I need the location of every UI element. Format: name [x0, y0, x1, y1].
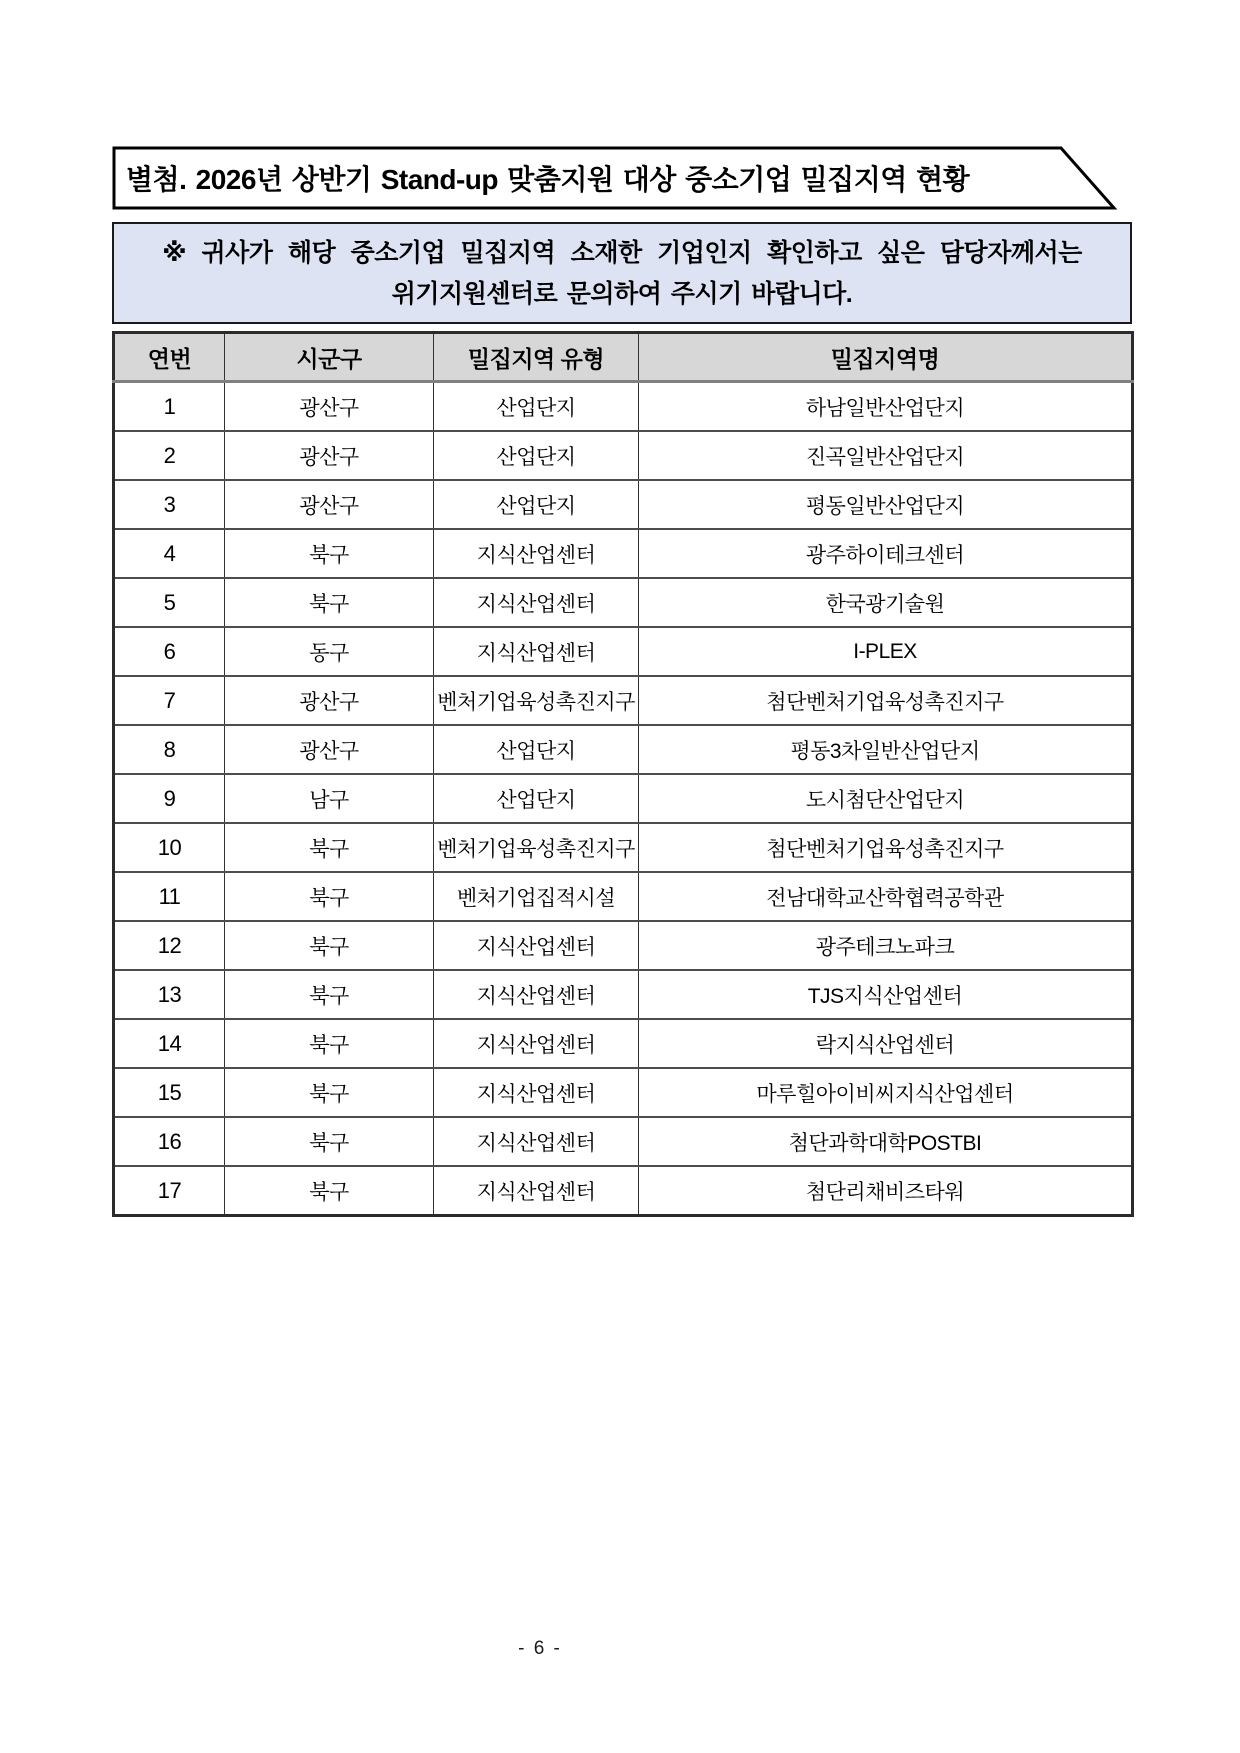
table-cell: 지식산업센터 — [434, 529, 639, 578]
table-cell: 산업단지 — [434, 431, 639, 480]
table-cell: 북구 — [225, 1068, 434, 1117]
notice-line-2: 위기지원센터로 문의하여 주시기 바랍니다. — [391, 280, 853, 308]
table-cell: 지식산업센터 — [434, 1166, 639, 1216]
table-cell: 북구 — [225, 1019, 434, 1068]
table-row — [114, 627, 1133, 676]
table-row — [114, 382, 1133, 432]
table-row — [114, 529, 1133, 578]
table-row — [114, 1117, 1133, 1166]
table-cell: 14 — [114, 1019, 225, 1068]
table-row — [114, 872, 1133, 921]
table-row — [114, 1166, 1133, 1216]
table-cell: 산업단지 — [434, 725, 639, 774]
table-cell: 북구 — [225, 921, 434, 970]
table-cell: 첨단리채비즈타워 — [639, 1166, 1133, 1216]
table-cell: 지식산업센터 — [434, 1117, 639, 1166]
table-row — [114, 480, 1133, 529]
table-cell: 광주테크노파크 — [639, 921, 1133, 970]
table-cell: 10 — [114, 823, 225, 872]
table-cell: 북구 — [225, 1117, 434, 1166]
table-cell: 첨단과학대학POSTBI — [639, 1117, 1133, 1166]
table-row — [114, 676, 1133, 725]
table-cell: 북구 — [225, 1166, 434, 1216]
table-cell: 산업단지 — [434, 480, 639, 529]
table-cell: 첨단벤처기업육성촉진지구 — [639, 676, 1133, 725]
table-row — [114, 970, 1133, 1019]
notice-box — [112, 222, 1132, 324]
header-zone-name: 밀집지역명 — [639, 333, 1133, 382]
table-cell: 도시첨단산업단지 — [639, 774, 1133, 823]
table-cell: 8 — [114, 725, 225, 774]
table-cell: 평동3차일반산업단지 — [639, 725, 1133, 774]
table-cell: 마루힐아이비씨지식산업센터 — [639, 1068, 1133, 1117]
table-cell: 남구 — [225, 774, 434, 823]
table-cell: 북구 — [225, 823, 434, 872]
table-row — [114, 431, 1133, 480]
table-cell: 벤처기업집적시설 — [434, 872, 639, 921]
table-cell: 산업단지 — [434, 774, 639, 823]
table-row — [114, 725, 1133, 774]
table-cell: 광산구 — [225, 676, 434, 725]
table-cell: 15 — [114, 1068, 225, 1117]
table-cell: 동구 — [225, 627, 434, 676]
table-cell: 3 — [114, 480, 225, 529]
header-seq: 연번 — [114, 333, 225, 382]
table-cell: 북구 — [225, 872, 434, 921]
table-cell: 지식산업센터 — [434, 627, 639, 676]
table-cell: 1 — [114, 382, 225, 432]
table-cell: 전남대학교산학협력공학관 — [639, 872, 1133, 921]
table-cell: 하남일반산업단지 — [639, 382, 1133, 432]
table-cell: 첨단벤처기업육성촉진지구 — [639, 823, 1133, 872]
table-cell: I-PLEX — [639, 627, 1133, 676]
table-cell: 2 — [114, 431, 225, 480]
table-cell: 벤처기업육성촉진지구 — [434, 823, 639, 872]
notice-line-1: ※ 귀사가 해당 중소기업 밀집지역 소재한 기업인지 확인하고 싶은 담당자께서는 — [162, 239, 1082, 267]
table-cell: 4 — [114, 529, 225, 578]
table-cell: 7 — [114, 676, 225, 725]
table-cell: 지식산업센터 — [434, 970, 639, 1019]
table-cell: 12 — [114, 921, 225, 970]
table-cell: 북구 — [225, 578, 434, 627]
header-district: 시군구 — [225, 333, 434, 382]
table-row — [114, 578, 1133, 627]
table-cell: 지식산업센터 — [434, 578, 639, 627]
table-cell: 11 — [114, 872, 225, 921]
table-cell: 지식산업센터 — [434, 921, 639, 970]
table-body — [114, 382, 1133, 1216]
table-cell: 지식산업센터 — [434, 1019, 639, 1068]
table-cell: 진곡일반산업단지 — [639, 431, 1133, 480]
table-cell: 광산구 — [225, 725, 434, 774]
table-row — [114, 823, 1133, 872]
attachment-title: 별첨. 2026년 상반기 Stand-up 맞춤지원 대상 중소기업 밀집지역 현황 — [126, 164, 970, 195]
table-cell: 광산구 — [225, 431, 434, 480]
dense-zone-table — [112, 331, 1134, 1217]
attachment-title-banner — [112, 146, 1122, 212]
table-cell: 한국광기술원 — [639, 578, 1133, 627]
table-cell: 북구 — [225, 529, 434, 578]
header-zone-type: 밀집지역 유형 — [434, 333, 639, 382]
table-cell: 16 — [114, 1117, 225, 1166]
table-row — [114, 774, 1133, 823]
table-cell: 락지식산업센터 — [639, 1019, 1133, 1068]
page-number: - 6 - — [518, 1638, 562, 1659]
table-row — [114, 1068, 1133, 1117]
table-cell: 산업단지 — [434, 382, 639, 432]
table-cell: 5 — [114, 578, 225, 627]
table-cell: 북구 — [225, 970, 434, 1019]
table-cell: 벤처기업육성촉진지구 — [434, 676, 639, 725]
table-cell: 17 — [114, 1166, 225, 1216]
table-cell: 지식산업센터 — [434, 1068, 639, 1117]
table-cell: 6 — [114, 627, 225, 676]
table-row — [114, 921, 1133, 970]
table-cell: 평동일반산업단지 — [639, 480, 1133, 529]
table-header-row — [114, 333, 1133, 382]
table-cell: 광주하이테크센터 — [639, 529, 1133, 578]
table-cell: 광산구 — [225, 480, 434, 529]
table-row — [114, 1019, 1133, 1068]
table-cell: 13 — [114, 970, 225, 1019]
table-cell: 광산구 — [225, 382, 434, 432]
table-cell: TJS지식산업센터 — [639, 970, 1133, 1019]
table-cell: 9 — [114, 774, 225, 823]
